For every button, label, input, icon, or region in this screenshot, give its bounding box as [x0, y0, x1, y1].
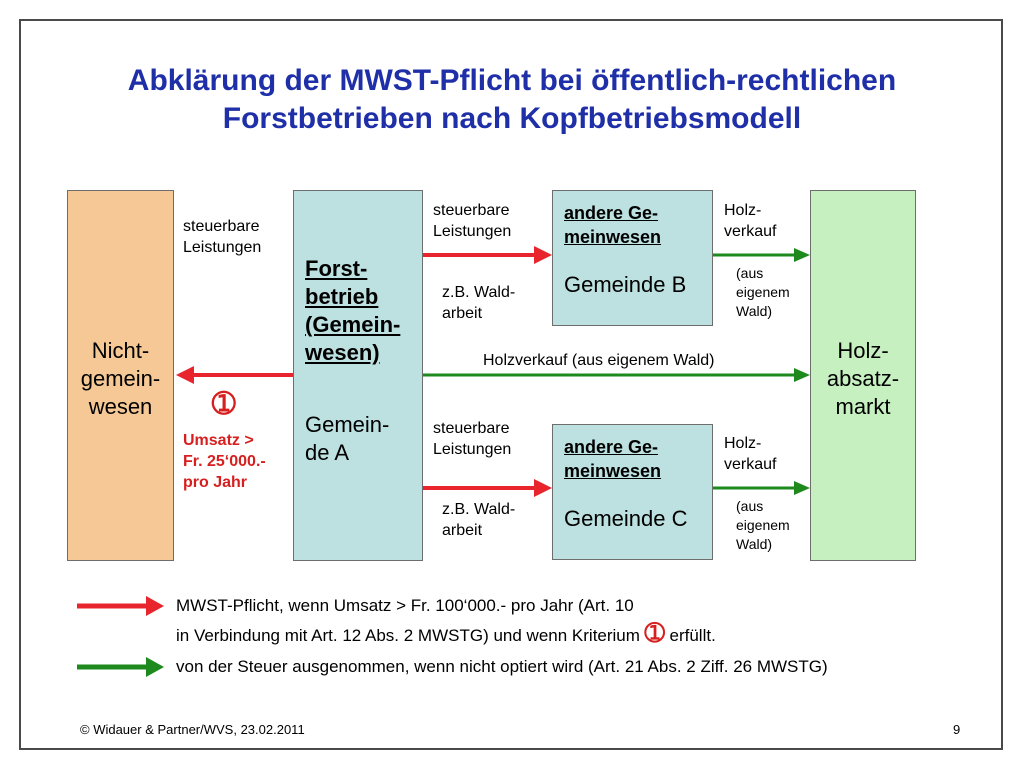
gemeinde-c-head-line-1: andere Ge- [564, 437, 659, 457]
gemeinde-a-line-2: de A [305, 440, 350, 465]
label-waldarbeit-top [442, 282, 515, 324]
gemeinde-b-head-line-2: meinwesen [564, 227, 662, 247]
arrow-red-forst-to-nicht [176, 366, 293, 384]
legend-green-line: von der Steuer ausgenommen, wenn nicht optiert wird (Art. 21 Abs. 2 Ziff. 26 MWSTG) [176, 657, 828, 676]
title-line-2: Forstbetrieben nach Kopfbetriebsmodell [222, 102, 802, 135]
label-holzverkauf-top-2: verkauf [724, 223, 777, 240]
label-steuerbare-bottom-2: Leistungen [433, 441, 512, 458]
label-waldarbeit-top-2: arbeit [442, 305, 483, 322]
label-steuerbare-bottom-1: steuerbare [433, 420, 510, 437]
label-umsatz-2: Fr. 25‘000.- [183, 453, 266, 470]
label-holzverkauf-top-1: Holz- [724, 202, 762, 219]
label-aus-eigenem-wald-bottom [736, 497, 790, 554]
label-holzverkauf-bottom-1: Holz- [724, 435, 762, 452]
label-holzverkauf-bottom [724, 433, 776, 475]
forstbetrieb-head-line-1: Forst- [305, 256, 368, 281]
label-aus-bottom-2: eigenem [736, 517, 790, 533]
legend-red-arrow [77, 596, 164, 616]
label-steuerbare-top-2: Leistungen [433, 223, 512, 240]
label-steuerbare-top-1: steuerbare [433, 202, 510, 219]
gemeinde-c-head-line-2: meinwesen [564, 461, 662, 481]
label-aus-bottom-3: Wald) [736, 536, 773, 552]
legend-red-line-1: MWST-Pflicht, wenn Umsatz > Fr. 100‘000.- pro Jahr (Art. 10 [176, 596, 634, 615]
holzabsatzmarkt-line-1: Holz- [837, 338, 889, 363]
arrow-red-forst-to-gemeinde-c [423, 479, 552, 497]
label-holzverkauf-top [724, 200, 776, 242]
label-umsatz-1: Umsatz > [183, 432, 254, 449]
title-line-1: Abklärung der MWST-Pflicht bei öffentlich-rechtlichen [127, 64, 897, 97]
label-steuerbare-bottom [433, 418, 511, 460]
label-umsatz-criterion [183, 430, 266, 493]
gemeinde-b-head-line-1: andere Ge- [564, 203, 659, 223]
label-waldarbeit-top-1: z.B. Wald- [442, 284, 516, 301]
footer-page-number: 9 [953, 722, 961, 737]
arrow-red-forst-to-gemeinde-b [423, 246, 552, 264]
arrow-green-gemeinde-b-to-holzmarkt [713, 248, 810, 262]
label-steuerbare-top [433, 200, 511, 242]
gemeinde-b-name: Gemeinde B [564, 272, 687, 297]
nichtgemeinwesen-line-1: Nicht- [91, 338, 150, 363]
label-holzverkauf-middle: Holzverkauf (aus eigenem Wald) [483, 352, 715, 369]
legend-red-line-2-end: erfüllt. [669, 626, 716, 645]
holzabsatzmarkt-line-3: markt [835, 394, 891, 419]
nichtgemeinwesen-line-3: wesen [88, 394, 153, 419]
gemeinde-c-name: Gemeinde C [564, 506, 688, 531]
label-steuerbare-left-1: steuerbare [183, 218, 260, 235]
arrow-green-gemeinde-c-to-holzmarkt [713, 481, 810, 495]
label-aus-eigenem-wald-top [736, 264, 790, 321]
legend-criterion-1-icon: ➀ [644, 620, 665, 647]
forstbetrieb-head-line-2: betrieb [305, 284, 379, 309]
nichtgemeinwesen-line-2: gemein- [80, 366, 161, 391]
label-aus-top-2: eigenem [736, 284, 790, 300]
label-steuerbare-left-2: Leistungen [183, 239, 262, 256]
criterion-1-icon: ➀ [212, 388, 236, 419]
footer-copyright: © Widauer & Partner/WVS, 23.02.2011 [80, 722, 305, 737]
holzabsatzmarkt-line-2: absatz- [826, 366, 900, 391]
label-holzverkauf-bottom-2: verkauf [724, 456, 777, 473]
gemeinde-a-line-1: Gemein- [305, 412, 390, 437]
legend-red-line-2 [176, 622, 716, 648]
label-waldarbeit-bottom-1: z.B. Wald- [442, 501, 516, 518]
legend-green-arrow [77, 657, 164, 677]
label-waldarbeit-bottom-2: arbeit [442, 522, 483, 539]
label-aus-top-3: Wald) [736, 303, 773, 319]
label-waldarbeit-bottom [442, 499, 515, 541]
forstbetrieb-head-line-4: wesen) [305, 340, 380, 365]
label-aus-top-1: (aus [736, 265, 764, 281]
label-aus-bottom-1: (aus [736, 498, 764, 514]
forstbetrieb-head-line-3: (Gemein- [305, 312, 401, 337]
label-umsatz-3: pro Jahr [183, 474, 248, 491]
legend-red-line-2-text: in Verbindung mit Art. 12 Abs. 2 MWSTG) und wenn Kriterium [176, 626, 640, 645]
label-steuerbare-left [183, 216, 261, 258]
